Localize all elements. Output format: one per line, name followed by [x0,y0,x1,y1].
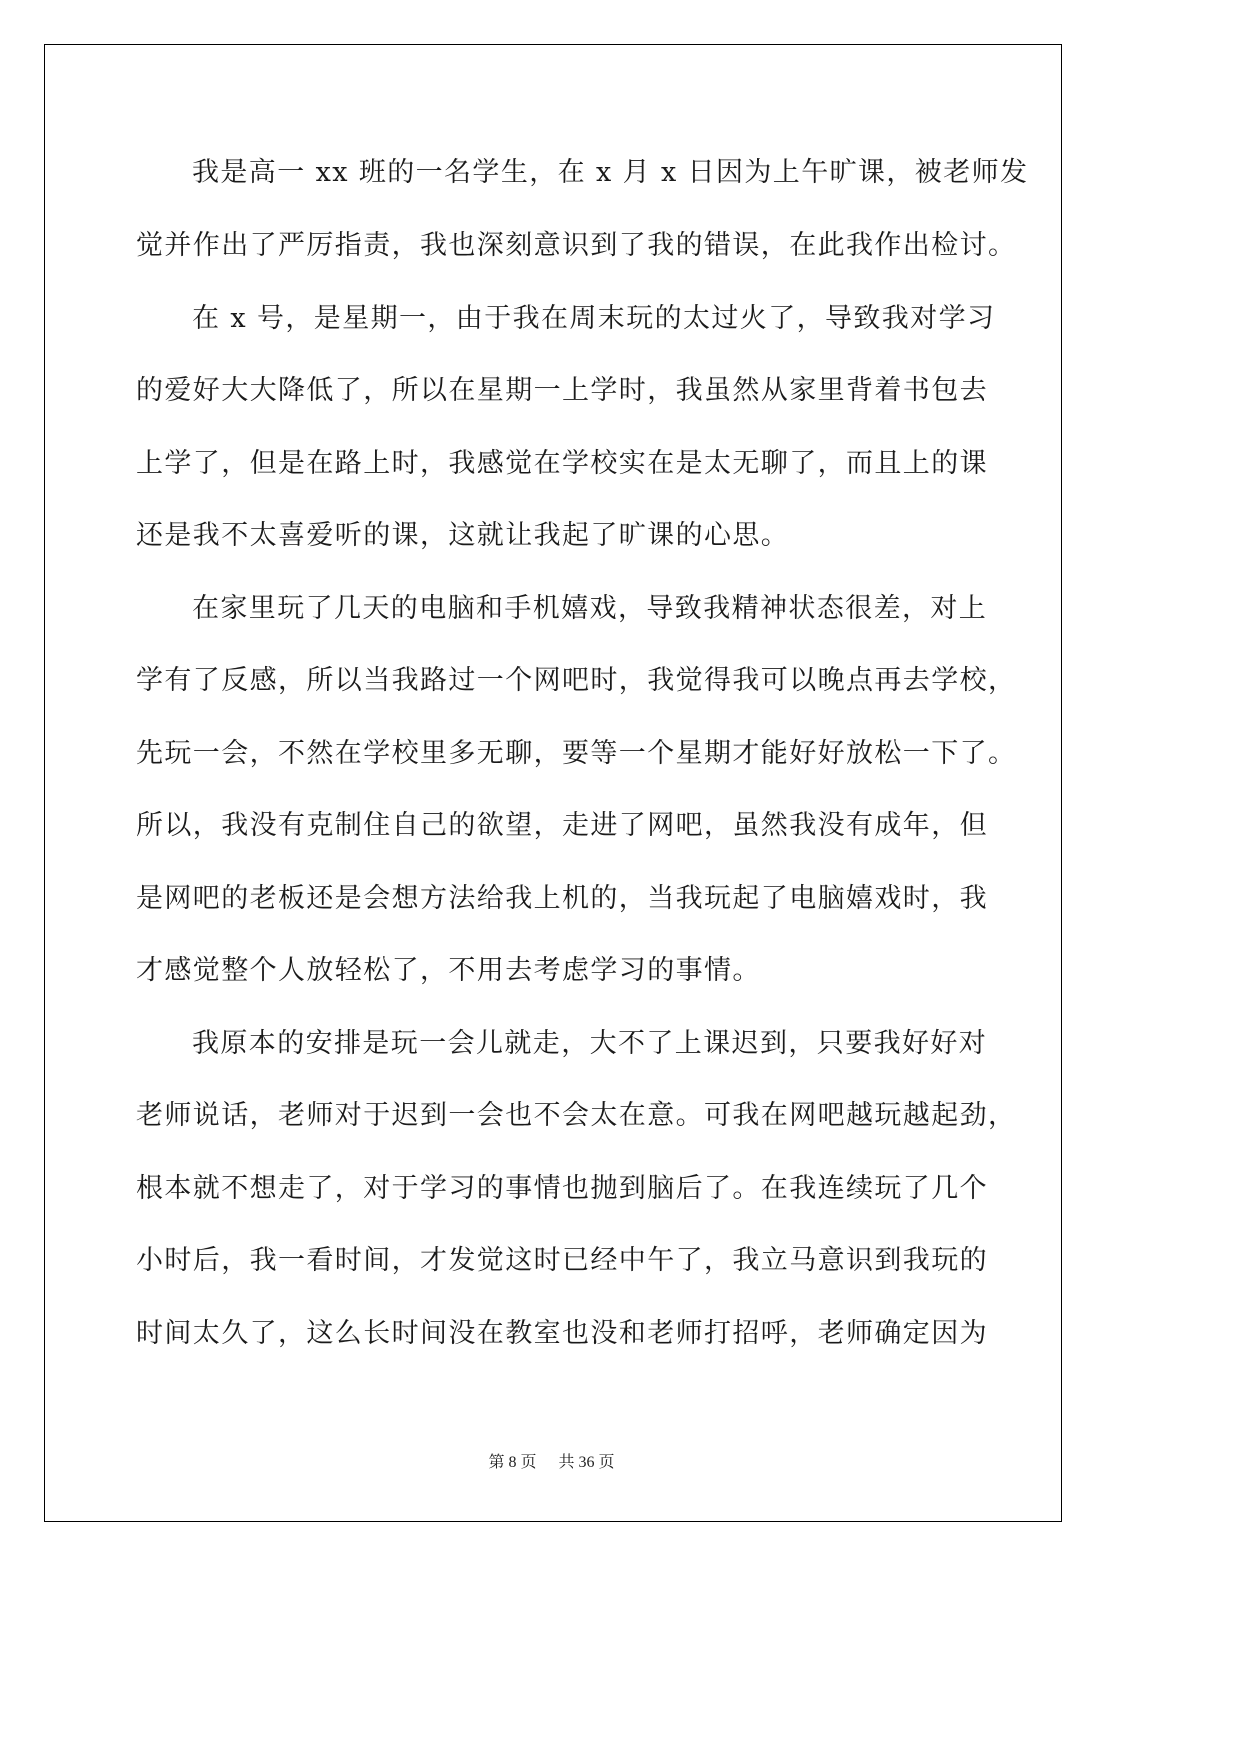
paragraph-4-line-3: 根本就不想走了，对于学习的事情也抛到脑后了。在我连续玩了几个 [136,1173,988,1204]
paragraph-3-line-1: 在家里玩了几天的电脑和手机嬉戏，导致我精神状态很差，对上 [192,593,988,624]
paragraph-3-line-3: 先玩一会，不然在学校里多无聊，要等一个星期才能好好放松一下了。 [136,738,1017,769]
paragraph-1-line-1: 我是高一 xx 班的一名学生，在 x 月 x 日因为上午旷课，被老师发 [192,157,1029,188]
page-border [44,44,1062,1522]
paragraph-2-line-2: 的爱好大大降低了，所以在星期一上学时，我虽然从家里背着书包去 [136,375,988,406]
paragraph-3-line-4: 所以，我没有克制住自己的欲望，走进了网吧，虽然我没有成年，但 [136,810,988,841]
total-page-count: 共 36 页 [558,1454,615,1471]
paragraph-3-line-2: 学有了反感，所以当我路过一个网吧时，我觉得我可以晚点再去学校， [136,665,1017,696]
paragraph-4-line-5: 时间太久了，这么长时间没在教室也没和老师打招呼，老师确定因为 [136,1318,988,1349]
paragraph-3-line-6: 才感觉整个人放轻松了，不用去考虑学习的事情。 [136,955,761,986]
paragraph-1-line-2: 觉并作出了严厉指责，我也深刻意识到了我的错误，在此我作出检讨。 [136,230,1017,261]
paragraph-3-line-5: 是网吧的老板还是会想方法给我上机的，当我玩起了电脑嬉戏时，我 [136,883,988,914]
paragraph-4-line-1: 我原本的安排是玩一会儿就走，大不了上课迟到，只要我好好对 [192,1028,988,1059]
paragraph-4-line-4: 小时后，我一看时间，才发觉这时已经中午了，我立马意识到我玩的 [136,1245,988,1276]
paragraph-2-line-4: 还是我不太喜爱听的课，这就让我起了旷课的心思。 [136,520,790,551]
page-footer [0,1453,1103,1473]
current-page-number: 第 8 页 [488,1454,537,1471]
paragraph-2-line-1: 在 x 号，是星期一，由于我在周末玩的太过火了，导致我对学习 [192,303,996,334]
paragraph-2-line-3: 上学了，但是在路上时，我感觉在学校实在是太无聊了，而且上的课 [136,448,988,479]
paragraph-4-line-2: 老师说话，老师对于迟到一会也不会太在意。可我在网吧越玩越起劲， [136,1100,1017,1131]
